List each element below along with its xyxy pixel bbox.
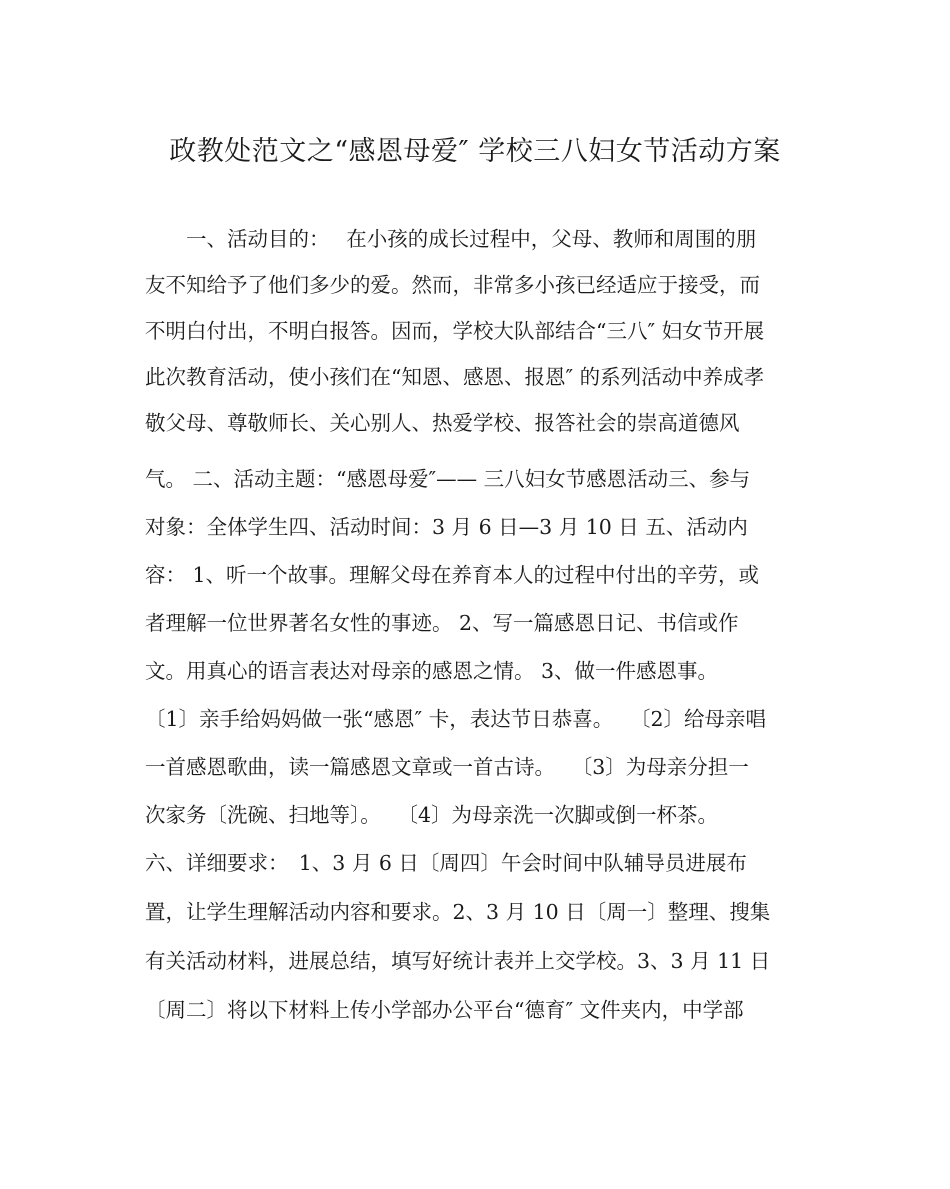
body-line-5: 敬父母、尊敬师长、关心别人、热爱学校、报答社会的崇高道德风	[145, 411, 740, 435]
body-line-10: 文。用真心的语言表达对母亲的感恩之情。 3、做一件感恩事。	[145, 659, 719, 683]
body-line-7: 对象：全体学生四、活动时间：3 月 6 日—3 月 10 日 五、活动内	[145, 515, 748, 539]
body-line-6: 气。 二、活动主题：“感恩母爱″—— 三八妇女节感恩活动三、参与	[145, 467, 751, 491]
body-line-13: 次家务〔洗碗、扫地等〕。 〔4〕为母亲洗一次脚或倒一杯茶。	[145, 803, 719, 827]
body-line-8: 容： 1、听一个故事。理解父母在养育本人的过程中付出的辛劳，或	[145, 563, 760, 587]
body-line-12: 一首感恩歌曲，读一篇感恩文章或一首古诗。 〔3〕为母亲分担一	[145, 755, 749, 779]
body-line-1: 一、活动目的： 在小孩的成长过程中，父母、教师和周围的朋	[145, 227, 757, 251]
body-line-2: 友不知给予了他们多少的爱。然而，非常多小孩已经适应于接受，而	[145, 273, 760, 297]
body-line-4: 此次教育活动，使小孩们在“知恩、感恩、报恩″ 的系列活动中养成孝	[145, 365, 765, 389]
body-line-14: 六、详细要求： 1、3 月 6 日〔周四〕午会时间中队辅导员进展布	[145, 851, 747, 875]
body-line-9: 者理解一位世界著名女性的事迹。 2、写一篇感恩日记、书信或作	[145, 611, 739, 635]
body-line-15: 置，让学生理解活动内容和要求。2、3 月 10 日〔周一〕整理、搜集	[145, 900, 771, 924]
body-line-17: 〔周二〕将以下材料上传小学部办公平台“德育″ 文件夹内，中学部	[145, 998, 744, 1022]
page-title: 政教处范文之“感恩母爱″ 学校三八妇女节活动方案	[169, 136, 781, 167]
body-line-11: 〔1〕亲手给妈妈做一张“感恩″ 卡，表达节日恭喜。 〔2〕给母亲唱	[145, 707, 767, 731]
body-line-3: 不明白付出，不明白报答。因而，学校大队部结合“三八″ 妇女节开展	[145, 319, 765, 343]
body-line-16: 有关活动材料，进展总结，填写好统计表并上交学校。3、3 月 11 日	[145, 949, 771, 973]
